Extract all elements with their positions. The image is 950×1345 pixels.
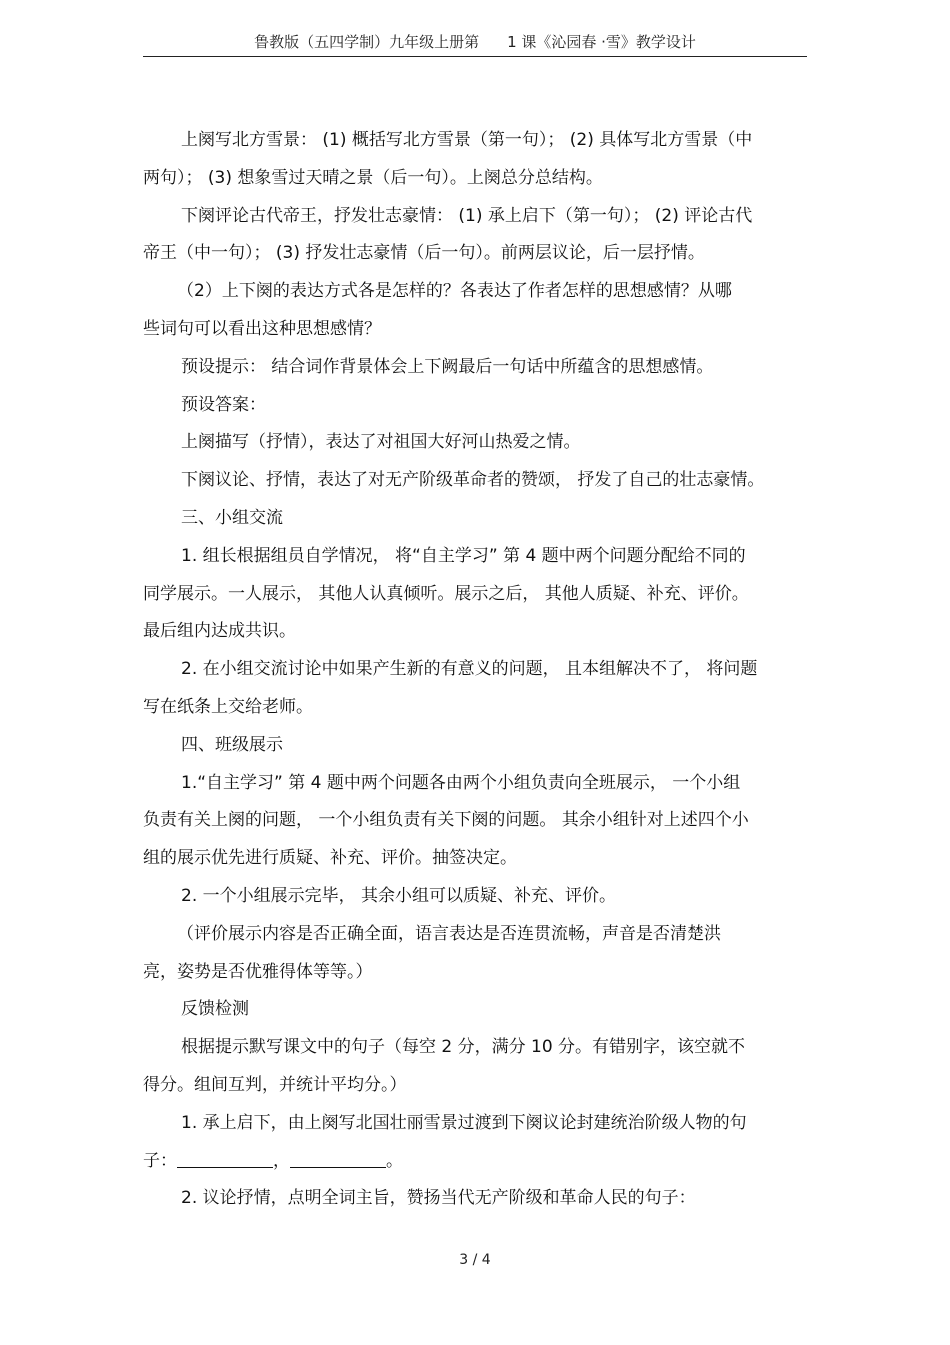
text-line: 上阕写北方雪景： (1) 概括写北方雪景（第一句）； (2) 具体写北方雪景（中 <box>181 130 753 150</box>
fill-blank-comma: ， <box>273 1150 290 1171</box>
fill-blank-line <box>143 1143 807 1181</box>
text-line: （2）上下阕的表达方式各是怎样的？各表达了作者怎样的思想感情？从哪 <box>177 281 732 302</box>
text-line: 亮，姿势是否优雅得体等等。） <box>143 961 373 982</box>
text-line: 2. 在小组交流讨论中如果产生新的有意义的问题， 且本组解决不了， 将问题 <box>181 659 758 680</box>
text-line: 帝王（中一句）； (3) 抒发壮志豪情（后一句）。前两层议论，后一层抒情。 <box>143 243 705 264</box>
text-line: 最后组内达成共识。 <box>143 621 296 642</box>
text-line: 1. 组长根据组员自学情况， 将“自主学习” 第 4 题中两个问题分配给不同的 <box>181 545 746 566</box>
answer-blank-1[interactable] <box>177 1149 273 1168</box>
text-line: 上阕描写（抒情），表达了对祖国大好河山热爱之情。 <box>181 432 581 453</box>
text-line: 写在纸条上交给老师。 <box>143 696 313 717</box>
header-right-text: 1 课《沁园春 ·雪》教学设计 <box>507 33 696 51</box>
fill-blank-end: 。 <box>386 1150 403 1171</box>
text-line: 1.“自主学习” 第 4 题中两个问题各由两个小组负责向全班展示， 一个小组 <box>181 772 741 793</box>
answer-blank-2[interactable] <box>290 1149 386 1168</box>
section-heading: 反馈检测 <box>181 999 249 1020</box>
header-left-text: 鲁教版（五四学制）九年级上册第 <box>254 33 480 51</box>
text-line: 下阕议论、抒情，表达了对无产阶级革命者的赞颂， 抒发了自己的壮志豪情。 <box>181 470 765 491</box>
section-heading: 四、班级展示 <box>181 734 283 755</box>
text-line: 组的展示优先进行质疑、补充、评价。抽签决定。 <box>143 848 517 869</box>
text-line: 同学展示。一人展示， 其他人认真倾听。展示之后， 其他人质疑、补充、评价。 <box>143 583 749 604</box>
text-line: （评价展示内容是否正确全面，语言表达是否连贯流畅，声音是否清楚洪 <box>177 923 721 944</box>
text-line: 预设提示： 结合词作背景体会上下阙最后一句话中所蕴含的思想感情。 <box>181 356 714 377</box>
page-body <box>143 122 807 1218</box>
text-line: 根据提示默写课文中的句子（每空 2 分，满分 10 分。有错别字，该空就不 <box>181 1037 746 1058</box>
header-rule <box>143 56 807 57</box>
running-header <box>143 30 807 55</box>
fill-blank-prefix: 子： <box>143 1150 177 1171</box>
text-line: 2. 一个小组展示完毕， 其余小组可以质疑、补充、评价。 <box>181 885 617 906</box>
text-line: 得分。组间互判，并统计平均分。） <box>143 1074 407 1095</box>
text-line: 预设答案： <box>181 394 266 415</box>
page-number: 3 / 4 <box>459 1252 491 1268</box>
text-line: 下阕评论古代帝王，抒发壮志豪情： (1) 承上启下（第一句）； (2) 评论古代 <box>181 205 753 226</box>
text-line: 负责有关上阕的问题， 一个小组负责有关下阕的问题。 其余小组针对上述四个小 <box>143 810 749 831</box>
text-line: 1. 承上启下，由上阕写北国壮丽雪景过渡到下阕议论封建统治阶级人物的句 <box>181 1112 747 1133</box>
section-heading: 三、小组交流 <box>181 507 283 528</box>
text-line: 两句）； (3) 想象雪过天晴之景（后一句）。上阕总分总结构。 <box>143 167 603 188</box>
text-line: 2. 议论抒情，点明全词主旨，赞扬当代无产阶级和革命人民的句子： <box>181 1188 696 1209</box>
text-line: 些词句可以看出这种思想感情？ <box>143 318 381 339</box>
